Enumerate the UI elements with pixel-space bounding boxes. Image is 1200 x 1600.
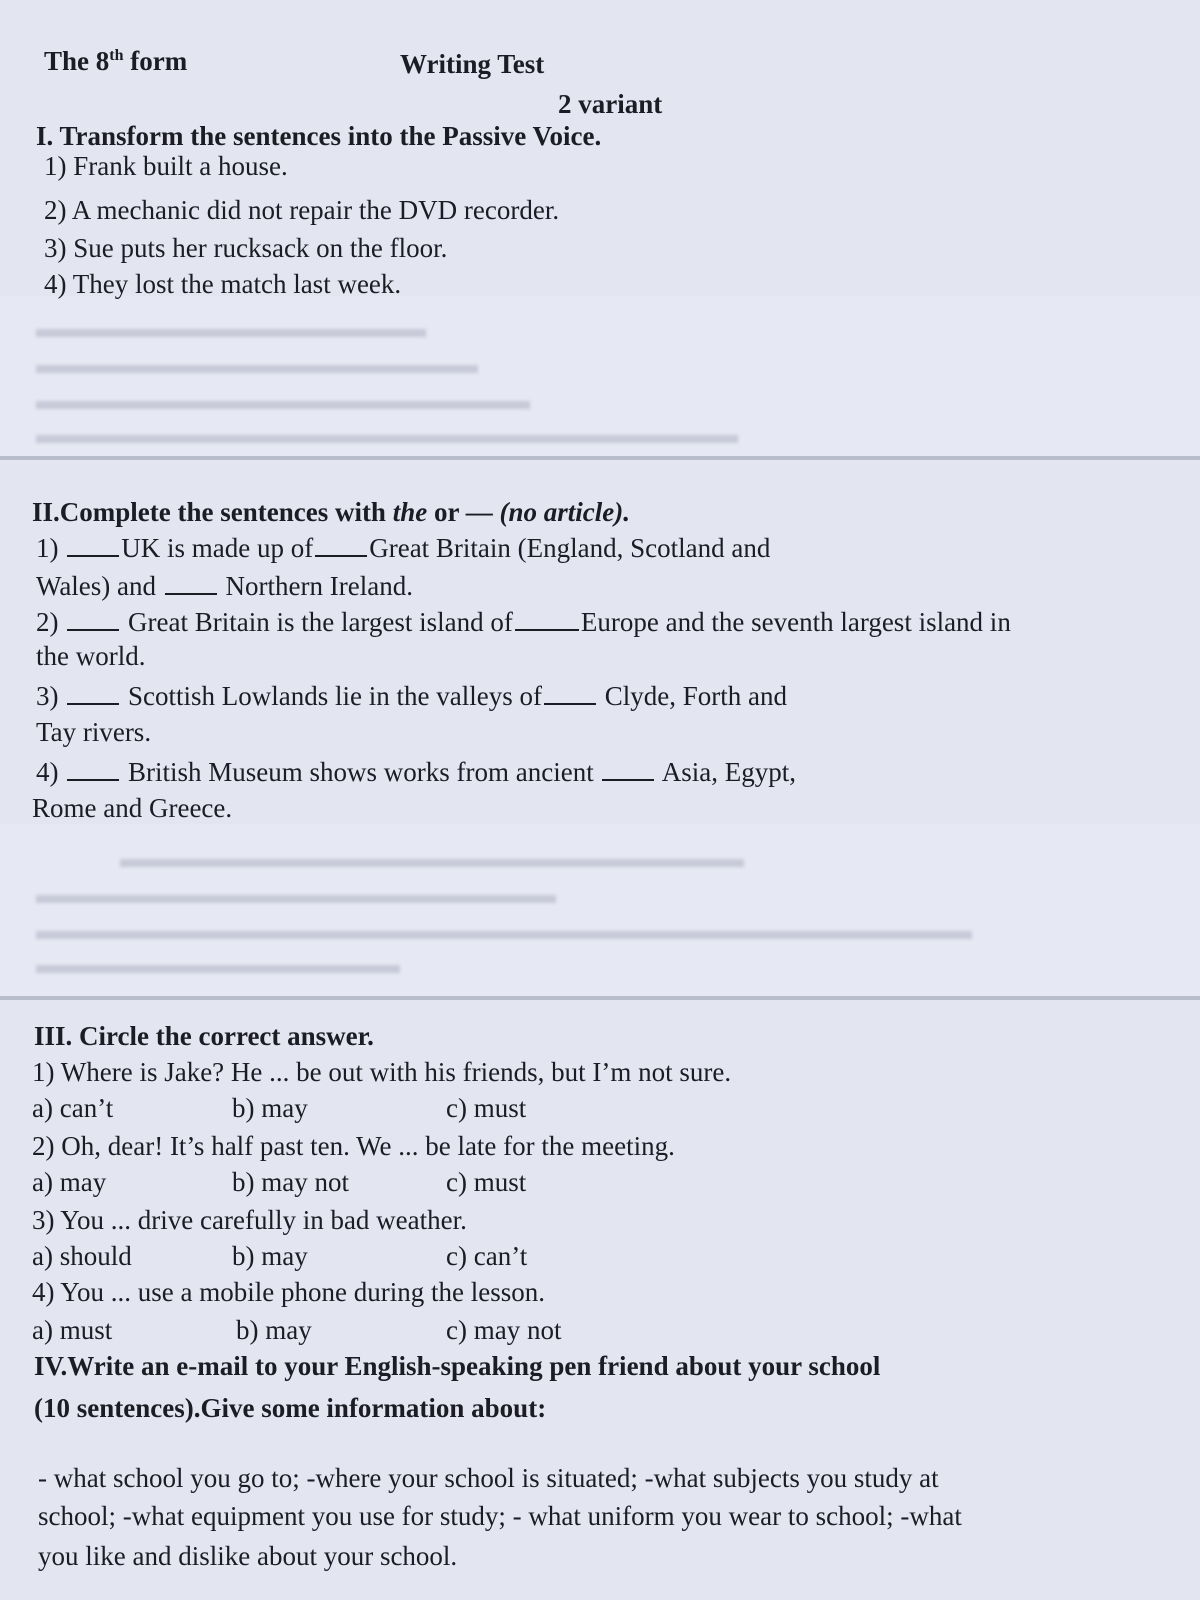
section1-item: 1) Frank built a house. <box>44 151 288 181</box>
option-c[interactable]: c) can’t <box>446 1241 528 1271</box>
section4-heading: IV.Write an e-mail to your English-speaking pen friend about your school <box>34 1351 881 1381</box>
section3-question-3: 3) You ... drive carefully in bad weather. <box>32 1205 467 1235</box>
option-b[interactable]: b) may <box>232 1093 308 1123</box>
paper-strip-folded-2 <box>0 824 1200 996</box>
answer-blank[interactable] <box>165 571 217 595</box>
option-c[interactable]: c) must <box>446 1093 527 1123</box>
option-a[interactable]: a) can’t <box>32 1093 114 1123</box>
section1-item: 3) Sue puts her rucksack on the floor. <box>44 233 448 263</box>
bleed-through-text: ▬▬▬▬▬▬▬▬▬▬▬▬▬▬▬▬▬▬▬ <box>36 386 530 415</box>
section3-question-2: 2) Oh, dear! It’s half past ten. We ... be late for the meeting. <box>32 1131 675 1161</box>
section2-question-1-cont: Wales) and Northern Ireland. <box>36 571 413 601</box>
option-b[interactable]: b) may <box>236 1315 312 1345</box>
bleed-through-text: ▬▬▬▬▬▬▬▬▬▬▬▬▬▬▬▬▬▬▬▬▬▬▬▬▬▬▬▬▬▬▬▬▬▬▬▬ <box>36 916 972 945</box>
section4-heading-cont: (10 sentences).Give some information about: <box>34 1393 547 1423</box>
option-b[interactable]: b) may <box>232 1241 308 1271</box>
section2-question-4-cont: Rome and Greece. <box>32 793 233 823</box>
answer-blank[interactable] <box>315 533 367 557</box>
bleed-through-text: ▬▬▬▬▬▬▬▬▬▬▬▬▬▬ <box>36 950 400 979</box>
bleed-through-text: ▬▬▬▬▬▬▬▬▬▬▬▬▬▬▬ <box>36 314 426 343</box>
section4-body: - what school you go to; -where your school is situated; -what subjects you study at <box>38 1463 939 1493</box>
section2-question-4: 4) British Museum shows works from ancient Asia, Egypt, <box>36 757 796 787</box>
answer-blank[interactable] <box>515 607 579 631</box>
section1-heading: I. Transform the sentences into the Passive Voice. <box>36 121 602 151</box>
variant-label: 2 variant <box>558 89 663 119</box>
option-c[interactable]: c) must <box>446 1167 527 1197</box>
option-b[interactable]: b) may not <box>232 1167 349 1197</box>
option-a[interactable]: a) may <box>32 1167 107 1197</box>
section2-question-2-cont: the world. <box>36 641 146 671</box>
section1-item: 4) They lost the match last week. <box>44 269 402 299</box>
answer-blank[interactable] <box>544 681 596 705</box>
bleed-through-text: ▬▬▬▬▬▬▬▬▬▬▬▬▬▬▬▬▬ <box>36 350 478 379</box>
section4-body: you like and dislike about your school. <box>38 1541 458 1571</box>
section2-heading: II.Complete the sentences with the or — (no article). <box>32 497 630 527</box>
paper-strip-folded-1 <box>0 296 1200 456</box>
form-label: The 8th form <box>44 46 188 76</box>
bleed-through-text: ▬▬▬▬▬▬▬▬▬▬▬▬▬▬▬▬▬▬▬▬▬▬▬▬▬▬▬ <box>36 420 738 449</box>
section1-item: 2) A mechanic did not repair the DVD recorder. <box>44 195 560 225</box>
option-c[interactable]: c) may not <box>446 1315 562 1345</box>
answer-blank[interactable] <box>67 757 119 781</box>
section3-question-1: 1) Where is Jake? He ... be out with his friends, but I’m not sure. <box>32 1057 732 1087</box>
section3-heading: III. Circle the correct answer. <box>34 1021 374 1051</box>
answer-blank[interactable] <box>67 681 119 705</box>
bleed-through-text: ▬▬▬▬▬▬▬▬▬▬▬▬▬▬▬▬▬▬▬▬▬▬▬▬ <box>120 844 744 873</box>
answer-blank[interactable] <box>67 607 119 631</box>
section3-question-4: 4) You ... use a mobile phone during the lesson. <box>32 1277 545 1307</box>
section2-question-3: 3) Scottish Lowlands lie in the valleys of Clyde, Forth and <box>36 681 787 711</box>
answer-blank[interactable] <box>67 533 119 557</box>
option-a[interactable]: a) should <box>32 1241 132 1271</box>
section2-question-2: 2) Great Britain is the largest island of Europe and the seventh largest island in <box>36 607 1011 637</box>
section2-question-1: 1) UK is made up of Great Britain (England, Scotland and <box>36 533 771 563</box>
bleed-through-text: ▬▬▬▬▬▬▬▬▬▬▬▬▬▬▬▬▬▬▬▬ <box>36 880 556 909</box>
option-a[interactable]: a) must <box>32 1315 113 1345</box>
answer-blank[interactable] <box>602 757 654 781</box>
page-title: Writing Test <box>400 49 545 79</box>
section4-body: school; -what equipment you use for study; - what uniform you wear to school; -what <box>38 1501 962 1531</box>
section2-question-3-cont: Tay rivers. <box>36 717 152 747</box>
